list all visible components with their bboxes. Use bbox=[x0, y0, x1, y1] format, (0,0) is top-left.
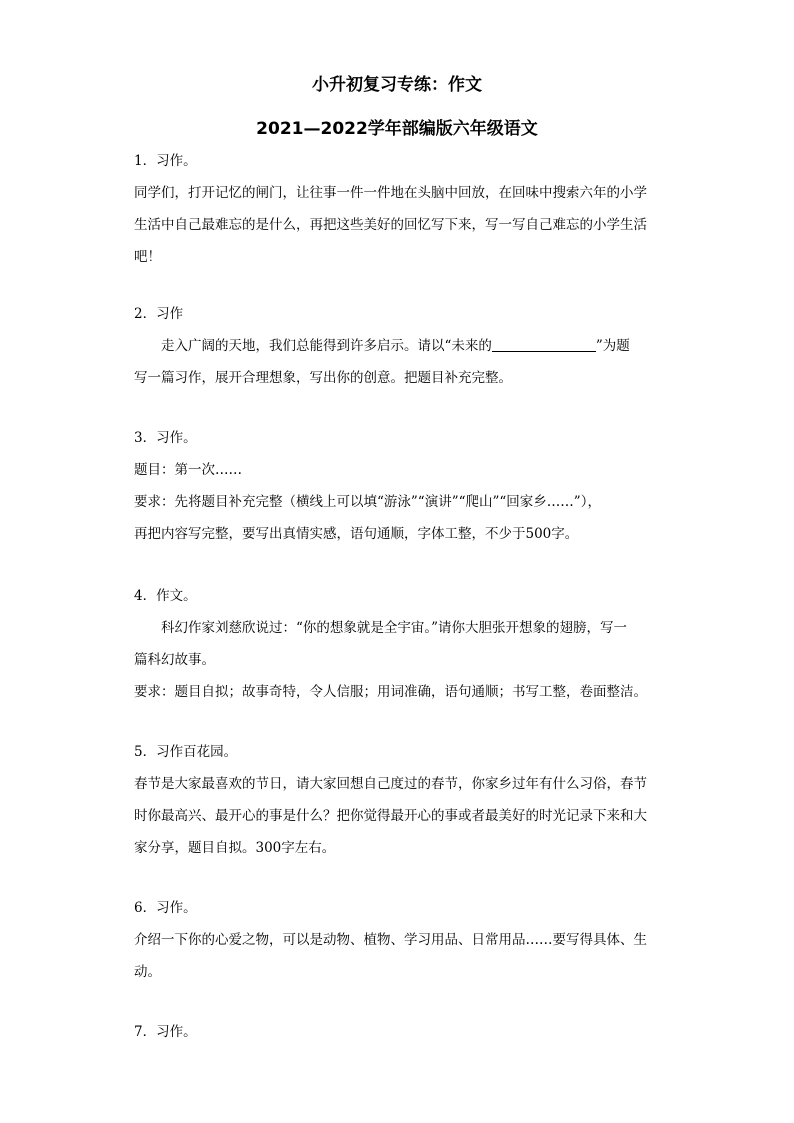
question-text: ”为题 bbox=[595, 338, 630, 354]
question-text-line: 再把内容写完整，要写出真情实感，语句通顺，字体工整，不少于500字。 bbox=[134, 526, 579, 542]
question-text-line: 题目：第一次…… bbox=[134, 462, 242, 478]
question-heading: 3．习作。 bbox=[134, 430, 197, 446]
question-text-line: 科幻作家刘慈欣说过：“你的想象就是全宇宙。”请你大胆张开想象的翅膀，写一 bbox=[161, 620, 628, 636]
question-text-line: 春节是大家最喜欢的节日，请大家回想自己度过的春节，你家乡过年有什么习俗，春节 bbox=[134, 776, 647, 792]
fill-in-blank bbox=[492, 337, 596, 352]
question-text-line: 要求：先将题目补充完整（横线上可以填“游泳”“演讲”“爬山”“回家乡……”）， bbox=[134, 494, 601, 510]
question-text: 走入广阔的天地，我们总能得到许多启示。请以“未来的 bbox=[161, 338, 492, 354]
question-text-line: 介绍一下你的心爱之物，可以是动物、植物、学习用品、日常用品……要写得具体、生 bbox=[134, 932, 647, 948]
question-heading: 4．作文。 bbox=[134, 588, 197, 604]
question-text-line: 写一篇习作，展开合理想象，写出你的创意。把题目补充完整。 bbox=[134, 370, 512, 386]
question-text-line: 吧！ bbox=[134, 249, 161, 265]
page-title: 小升初复习专练：作文 bbox=[312, 75, 482, 95]
question-text-line: 生活中自己最难忘的是什么，再把这些美好的回忆写下来，写一写自己难忘的小学生活 bbox=[134, 217, 647, 233]
question-text-line: 动。 bbox=[134, 964, 161, 980]
question-6 bbox=[134, 892, 674, 988]
question-heading: 6．习作。 bbox=[134, 900, 197, 916]
question-4 bbox=[134, 580, 674, 708]
question-text-line bbox=[134, 330, 674, 362]
question-7 bbox=[134, 1016, 674, 1048]
question-text-line: 篇科幻故事。 bbox=[134, 652, 215, 668]
question-1 bbox=[134, 145, 674, 273]
question-3 bbox=[134, 422, 674, 550]
question-2 bbox=[134, 298, 674, 394]
question-heading: 7．习作。 bbox=[134, 1024, 197, 1040]
question-heading: 1．习作。 bbox=[134, 153, 197, 169]
question-text-line: 要求：题目自拟；故事奇特，令人信服；用词准确，语句通顺；书写工整，卷面整洁。 bbox=[134, 684, 647, 700]
question-text-line: 时你最高兴、最开心的事是什么？把你觉得最开心的事或者最美好的时光记录下来和大 bbox=[134, 808, 647, 824]
question-text-line: 同学们，打开记忆的闸门，让往事一件一件地在头脑中回放，在回味中搜索六年的小学 bbox=[134, 185, 647, 201]
question-heading: 5．习作百花园。 bbox=[134, 744, 238, 760]
question-heading: 2．习作 bbox=[134, 306, 184, 322]
question-5 bbox=[134, 736, 674, 864]
question-text-line: 家分享，题目自拟。300字左右。 bbox=[134, 840, 336, 856]
page-subtitle: 2021—2022学年部编版六年级语文 bbox=[256, 119, 538, 139]
